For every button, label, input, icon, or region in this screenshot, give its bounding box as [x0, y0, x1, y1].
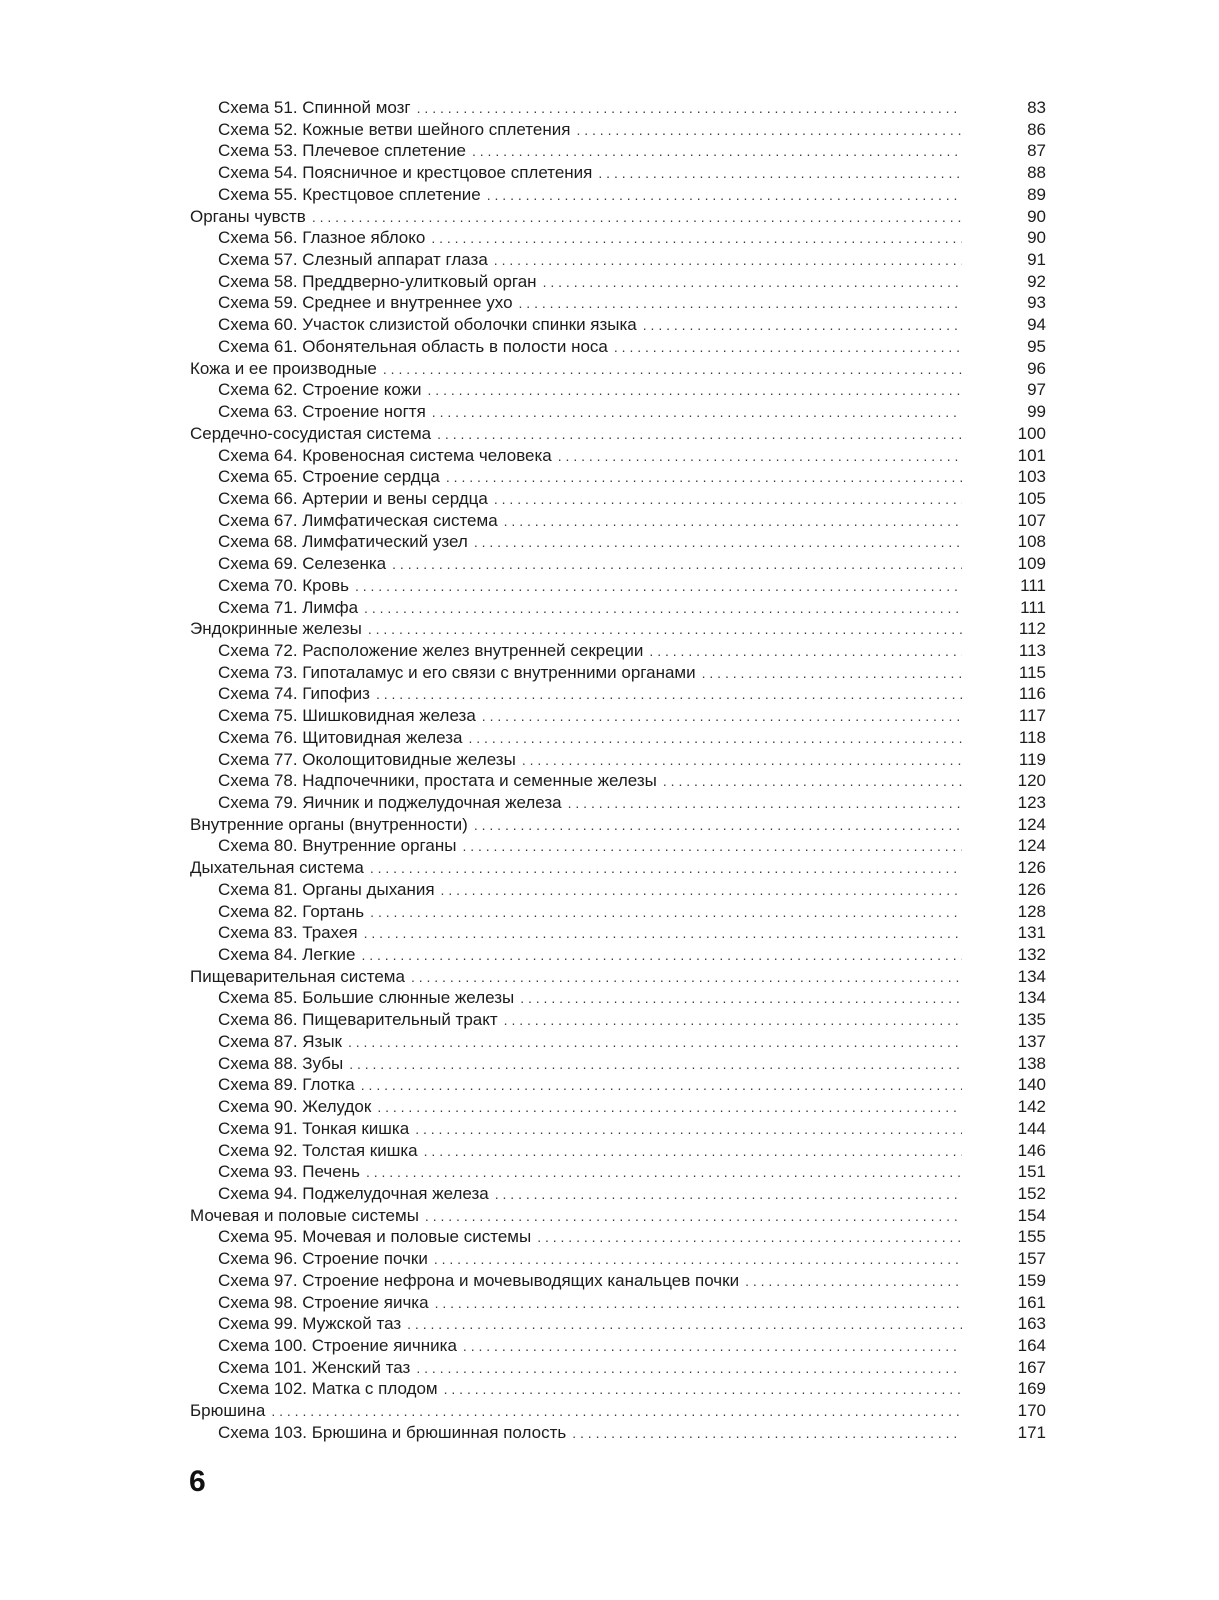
toc-entry-page: 126 [1017, 879, 1046, 899]
dot-leader [522, 750, 962, 772]
toc-entry [190, 770, 1046, 792]
toc-entry-page: 131 [1017, 923, 1046, 943]
dot-leader [463, 1336, 962, 1358]
toc-entry-title: Схема 99. Мужской таз [218, 1314, 402, 1334]
dot-leader [482, 706, 962, 728]
toc-entry [190, 944, 1046, 966]
toc-entry-title: Схема 84. Легкие [218, 945, 356, 965]
toc-section [190, 423, 1046, 445]
toc-entry-page: 142 [1017, 1097, 1046, 1117]
toc-entry-page: 96 [1027, 358, 1046, 378]
toc-entry [190, 488, 1046, 510]
toc-entry-title: Схема 82. Гортань [218, 901, 365, 921]
toc-section [190, 966, 1046, 988]
toc-entry-title: Схема 71. Лимфа [218, 597, 359, 617]
toc-entry-page: 135 [1017, 1010, 1046, 1030]
toc-entry-page: 132 [1017, 945, 1046, 965]
dot-leader [377, 1097, 962, 1119]
dot-leader [649, 641, 962, 663]
toc-entry [190, 140, 1046, 162]
toc-entry [190, 445, 1046, 467]
toc-entry [190, 879, 1046, 901]
dot-leader [468, 728, 962, 750]
toc-entry-page: 101 [1017, 445, 1046, 465]
dot-leader [474, 815, 962, 837]
dot-leader [312, 207, 962, 229]
dot-leader [702, 663, 962, 685]
dot-leader [425, 1206, 962, 1228]
toc-entry-page: 107 [1017, 510, 1046, 530]
toc-entry-title: Схема 73. Гипоталамус и его связи с внутренними органами [218, 662, 696, 682]
toc-entry-title: Мочевая и половые системы [190, 1205, 419, 1225]
toc-entry-page: 134 [1017, 988, 1046, 1008]
toc-entry-title: Схема 52. Кожные ветви шейного сплетения [218, 119, 571, 139]
toc-entry-title: Схема 67. Лимфатическая система [218, 510, 498, 530]
toc-entry-title: Схема 53. Плечевое сплетение [218, 141, 466, 161]
toc-entry-page: 134 [1017, 966, 1046, 986]
toc-section [190, 358, 1046, 380]
dot-leader [504, 1010, 962, 1032]
dot-leader [472, 141, 962, 163]
toc-entry-page: 105 [1017, 488, 1046, 508]
dot-leader [417, 98, 962, 120]
dot-leader [495, 1184, 962, 1206]
toc-entry [190, 1031, 1046, 1053]
toc-entry-title: Схема 81. Органы дыхания [218, 879, 435, 899]
toc-entry [190, 1226, 1046, 1248]
toc-entry-page: 111 [1020, 575, 1046, 595]
dot-leader [348, 1032, 962, 1054]
dot-leader [519, 293, 962, 315]
toc-entry-page: 103 [1017, 467, 1046, 487]
toc-entry-page: 111 [1020, 597, 1046, 617]
toc-entry [190, 1096, 1046, 1118]
toc-entry-title: Схема 55. Крестцовое сплетение [218, 184, 481, 204]
toc-entry [190, 705, 1046, 727]
toc-entry-page: 116 [1018, 684, 1046, 704]
toc-entry [190, 727, 1046, 749]
toc-entry [190, 922, 1046, 944]
toc-entry [190, 1292, 1046, 1314]
toc-entry-title: Внутренние органы (внутренности) [190, 814, 468, 834]
dot-leader [392, 554, 962, 576]
toc-entry [190, 1313, 1046, 1335]
toc-entry-title: Схема 61. Обонятельная область в полости носа [218, 336, 608, 356]
toc-entry [190, 271, 1046, 293]
toc-entry [190, 1053, 1046, 1075]
toc-entry-page: 170 [1017, 1401, 1046, 1421]
toc-entry [190, 162, 1046, 184]
dot-leader [437, 424, 962, 446]
dot-leader [271, 1401, 962, 1423]
toc-entry-page: 155 [1017, 1227, 1046, 1247]
dot-leader [431, 228, 962, 250]
dot-leader [444, 1379, 962, 1401]
toc-entry-page: 119 [1018, 749, 1046, 769]
dot-leader [614, 337, 962, 359]
toc-entry [190, 683, 1046, 705]
toc-entry-title: Схема 97. Строение нефрона и мочевыводящих канальцев почки [218, 1270, 740, 1290]
toc-entry [190, 1009, 1046, 1031]
toc-entry [190, 1335, 1046, 1357]
toc-entry-title: Схема 94. Поджелудочная железа [218, 1183, 489, 1203]
toc-entry-page: 118 [1018, 727, 1046, 747]
toc-entry-page: 157 [1017, 1249, 1046, 1269]
dot-leader [643, 315, 962, 337]
toc-entry-page: 92 [1027, 271, 1046, 291]
toc-entry [190, 1074, 1046, 1096]
toc-entry [190, 792, 1046, 814]
toc-entry-page: 117 [1018, 706, 1046, 726]
dot-leader [494, 250, 962, 272]
toc-entry [190, 597, 1046, 619]
toc-entry-title: Схема 103. Брюшина и брюшинная полость [218, 1422, 567, 1442]
dot-leader [428, 380, 962, 402]
toc-entry-page: 137 [1017, 1031, 1046, 1051]
toc-entry-title: Брюшина [190, 1401, 266, 1421]
toc-entry-title: Схема 87. Язык [218, 1031, 342, 1051]
dot-leader [383, 359, 962, 381]
toc-entry-title: Схема 100. Строение яичника [218, 1335, 457, 1355]
toc-entry-page: 108 [1017, 532, 1046, 552]
dot-leader [446, 467, 962, 489]
toc-entry-page: 124 [1017, 814, 1046, 834]
dot-leader [376, 684, 962, 706]
toc-entry-page: 89 [1027, 184, 1046, 204]
toc-entry-title: Схема 54. Поясничное и крестцовое сплетения [218, 163, 593, 183]
toc-entry-title: Схема 70. Кровь [218, 575, 349, 595]
toc-entry [190, 1118, 1046, 1140]
dot-leader [558, 446, 962, 468]
dot-leader [504, 511, 962, 533]
toc-entry [190, 640, 1046, 662]
dot-leader [415, 1119, 962, 1141]
toc-entry-title: Схема 86. Пищеварительный тракт [218, 1010, 498, 1030]
toc-entry-page: 113 [1018, 640, 1046, 660]
toc-entry [190, 531, 1046, 553]
toc-entry [190, 1183, 1046, 1205]
toc-entry-title: Схема 85. Большие слюнные железы [218, 988, 515, 1008]
toc-entry-title: Схема 78. Надпочечники, простата и семенные железы [218, 771, 657, 791]
dot-leader [370, 902, 962, 924]
toc-entry-title: Схема 74. Гипофиз [218, 684, 370, 704]
dot-leader [572, 1423, 962, 1445]
toc-entry-page: 152 [1017, 1183, 1046, 1203]
toc-entry-page: 99 [1027, 402, 1046, 422]
toc-entry [190, 336, 1046, 358]
toc-entry-page: 112 [1018, 619, 1046, 639]
toc-entry-page: 120 [1017, 771, 1046, 791]
toc-entry-title: Схема 51. Спинной мозг [218, 98, 411, 117]
dot-leader [432, 402, 962, 424]
toc-entry-title: Схема 79. Яичник и поджелудочная железа [218, 793, 562, 812]
dot-leader [745, 1271, 962, 1293]
toc-entry [190, 249, 1046, 271]
dot-leader [568, 793, 962, 815]
toc-entry-page: 164 [1017, 1335, 1046, 1355]
dot-leader [368, 619, 962, 641]
toc-entry-title: Схема 96. Строение почки [218, 1249, 428, 1269]
toc-entry-page: 91 [1027, 250, 1046, 270]
toc-section [190, 1205, 1046, 1227]
toc-entry-page: 169 [1017, 1379, 1046, 1399]
toc-entry-page: 90 [1027, 228, 1046, 248]
toc-section [190, 618, 1046, 640]
dot-leader [598, 163, 962, 185]
dot-leader [364, 598, 962, 620]
toc-entry-title: Пищеварительная система [190, 966, 405, 986]
toc-entry-title: Схема 88. Зубы [218, 1053, 344, 1073]
toc-entry-title: Схема 68. Лимфатический узел [218, 532, 468, 552]
toc-entry-page: 90 [1027, 206, 1046, 226]
dot-leader [435, 1293, 962, 1315]
toc-entry-title: Кожа и ее производные [190, 358, 377, 378]
toc-entry-page: 83 [1027, 98, 1046, 117]
toc-entry [190, 1248, 1046, 1270]
toc-entry-title: Схема 90. Желудок [218, 1097, 372, 1117]
dot-leader [407, 1314, 962, 1336]
table-of-contents [190, 97, 1046, 1444]
toc-entry-page: 126 [1017, 858, 1046, 878]
toc-entry [190, 1161, 1046, 1183]
toc-entry-title: Сердечно-сосудистая система [190, 423, 432, 443]
toc-entry-title: Схема 92. Толстая кишка [218, 1140, 418, 1160]
toc-entry-title: Органы чувств [190, 206, 306, 226]
toc-entry [190, 227, 1046, 249]
toc-entry [190, 510, 1046, 532]
dot-leader [663, 771, 962, 793]
toc-entry-title: Схема 58. Преддверно-улитковый орган [218, 271, 537, 291]
toc-entry-title: Схема 72. Расположение желез внутренней секреции [218, 640, 644, 660]
toc-entry [190, 1378, 1046, 1400]
dot-leader [576, 120, 962, 142]
toc-entry-title: Схема 69. Селезенка [218, 554, 387, 574]
toc-entry [190, 1140, 1046, 1162]
toc-entry-title: Схема 77. Околощитовидные железы [218, 749, 516, 769]
toc-entry-title: Схема 83. Трахея [218, 923, 358, 943]
toc-entry [190, 901, 1046, 923]
toc-entry-page: 123 [1017, 793, 1046, 812]
toc-entry-page: 128 [1017, 901, 1046, 921]
page-number: 6 [189, 1465, 206, 1498]
toc-entry-page: 144 [1017, 1118, 1046, 1138]
toc-entry-page: 146 [1017, 1140, 1046, 1160]
dot-leader [355, 576, 962, 598]
toc-entry-title: Схема 66. Артерии и вены сердца [218, 488, 488, 508]
toc-entry-page: 100 [1017, 423, 1046, 443]
dot-leader [494, 489, 962, 511]
toc-entry-title: Дыхательная система [190, 858, 364, 878]
dot-leader [361, 1075, 962, 1097]
toc-entry-page: 167 [1017, 1357, 1046, 1377]
toc-entry [190, 1357, 1046, 1379]
toc-entry-page: 97 [1027, 380, 1046, 400]
dot-leader [520, 988, 962, 1010]
dot-leader [349, 1054, 962, 1076]
toc-entry-page: 163 [1017, 1314, 1046, 1334]
dot-leader [361, 945, 962, 967]
toc-entry [190, 401, 1046, 423]
toc-entry [190, 575, 1046, 597]
toc-entry [190, 553, 1046, 575]
toc-entry [190, 1422, 1046, 1444]
toc-entry-title: Схема 65. Строение сердца [218, 467, 440, 487]
toc-entry-page: 94 [1027, 315, 1046, 335]
toc-entry-page: 95 [1027, 336, 1046, 356]
toc-entry [190, 835, 1046, 857]
toc-entry [190, 314, 1046, 336]
toc-entry-page: 159 [1017, 1270, 1046, 1290]
toc-entry-page: 88 [1027, 163, 1046, 183]
toc-entry-page: 109 [1017, 554, 1046, 574]
toc-entry-title: Схема 91. Тонкая кишка [218, 1118, 410, 1138]
toc-entry-page: 86 [1027, 119, 1046, 139]
dot-leader [424, 1141, 962, 1163]
toc-entry-title: Схема 60. Участок слизистой оболочки спинки языка [218, 315, 637, 335]
toc-entry-title: Схема 80. Внутренние органы [218, 836, 457, 856]
dot-leader [543, 272, 962, 294]
toc-entry [190, 987, 1046, 1009]
dot-leader [416, 1358, 962, 1380]
toc-entry-page: 151 [1017, 1162, 1046, 1182]
toc-entry-title: Схема 95. Мочевая и половые системы [218, 1227, 532, 1247]
toc-section [190, 814, 1046, 836]
dot-leader [364, 923, 962, 945]
toc-entry-title: Схема 57. Слезный аппарат глаза [218, 250, 488, 270]
toc-entry-page: 138 [1017, 1053, 1046, 1073]
toc-entry [190, 662, 1046, 684]
toc-entry [190, 119, 1046, 141]
toc-section [190, 206, 1046, 228]
toc-entry-title: Схема 89. Глотка [218, 1075, 355, 1095]
toc-entry-page: 161 [1017, 1292, 1046, 1312]
toc-entry-title: Схема 76. Щитовидная железа [218, 727, 463, 747]
toc-entry-page: 154 [1017, 1205, 1046, 1225]
toc-entry-page: 171 [1017, 1422, 1046, 1442]
dot-leader [366, 1162, 962, 1184]
toc-entry-title: Схема 101. Женский таз [218, 1357, 411, 1377]
toc-entry-title: Схема 59. Среднее и внутреннее ухо [218, 293, 513, 313]
toc-entry-page: 115 [1018, 662, 1046, 682]
toc-entry [190, 292, 1046, 314]
dot-leader [434, 1249, 962, 1271]
toc-entry [190, 97, 1046, 119]
dot-leader [537, 1227, 962, 1249]
toc-entry-title: Схема 75. Шишковидная железа [218, 706, 476, 726]
toc-entry-page: 87 [1027, 141, 1046, 161]
toc-entry [190, 1270, 1046, 1292]
toc-entry-title: Схема 64. Кровеносная система человека [218, 445, 552, 465]
toc-entry-title: Схема 102. Матка с плодом [218, 1379, 438, 1399]
dot-leader [370, 858, 962, 880]
toc-entry [190, 184, 1046, 206]
dot-leader [462, 836, 962, 858]
toc-entry-title: Эндокринные железы [190, 619, 362, 639]
toc-entry-title: Схема 63. Строение ногтя [218, 402, 426, 422]
toc-entry-page: 124 [1017, 836, 1046, 856]
dot-leader [441, 880, 962, 902]
dot-leader [474, 532, 962, 554]
toc-entry-title: Схема 93. Печень [218, 1162, 360, 1182]
toc-entry-title: Схема 56. Глазное яблоко [218, 228, 426, 248]
toc-entry-page: 93 [1027, 293, 1046, 313]
toc-entry [190, 749, 1046, 771]
toc-entry-title: Схема 98. Строение яичка [218, 1292, 429, 1312]
toc-entry [190, 466, 1046, 488]
toc-section [190, 1400, 1046, 1422]
toc-section [190, 857, 1046, 879]
dot-leader [411, 967, 962, 989]
toc-entry-title: Схема 62. Строение кожи [218, 380, 422, 400]
dot-leader [487, 185, 962, 207]
toc-entry-page: 140 [1017, 1075, 1046, 1095]
toc-entry [190, 379, 1046, 401]
